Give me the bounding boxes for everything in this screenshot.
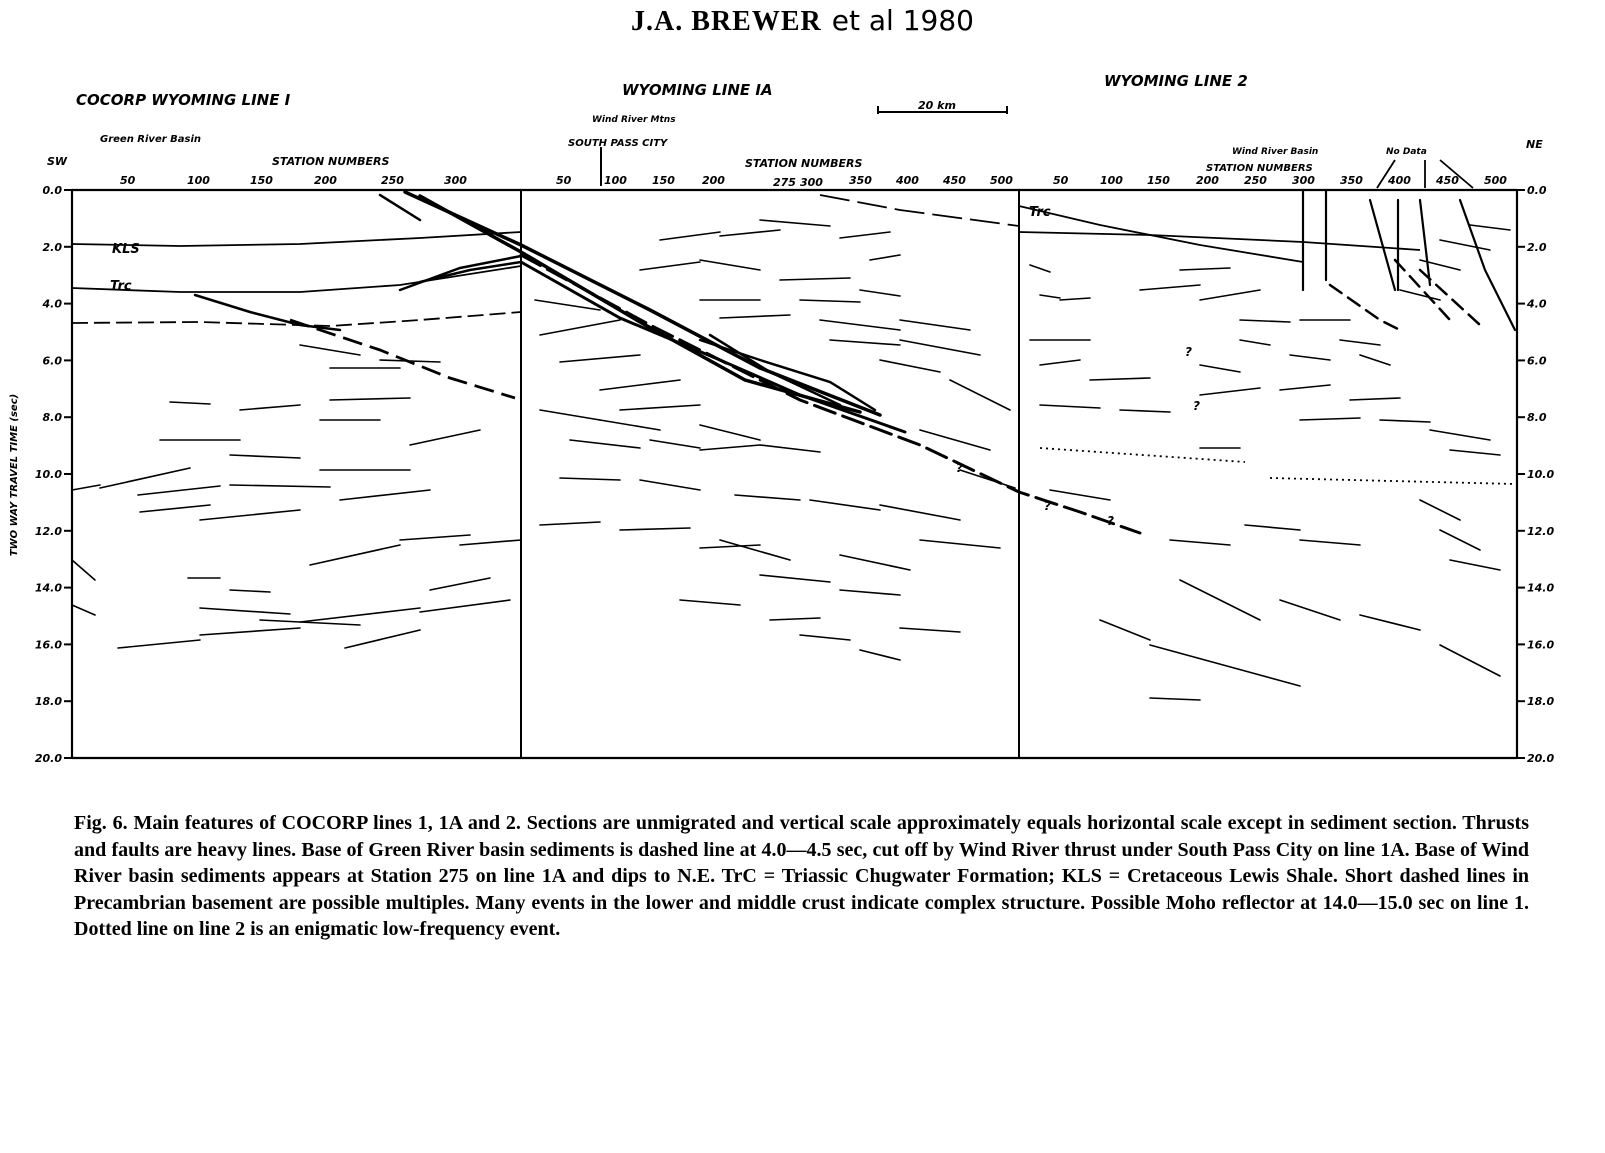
reflector-segment: [340, 490, 430, 500]
query-mark: ?: [1185, 345, 1192, 359]
direction-sw: SW: [47, 155, 68, 168]
reflector-segment: [900, 320, 970, 330]
station-tick: 50: [1053, 174, 1069, 187]
reflector-segment: [1440, 645, 1500, 676]
station-tick: 200: [1196, 174, 1219, 187]
reflector-segment: [1380, 420, 1430, 422]
reflector-segment: [1340, 340, 1380, 345]
reflector-segment: [460, 540, 521, 545]
reflector-segment: [400, 535, 470, 540]
station-tick: 350: [849, 174, 872, 187]
query-marks: [956, 345, 1200, 528]
time-tick-label: 6.0: [42, 354, 62, 368]
time-tick-label: 10.0: [1527, 468, 1555, 481]
time-tick-label: 16.0: [1527, 638, 1555, 652]
reflector-segment: [1180, 268, 1230, 270]
reflector-segment: [1450, 450, 1500, 455]
reflector-segment: [380, 360, 440, 362]
no-data-label: No Data: [1386, 147, 1427, 157]
station-tick: 275: [773, 176, 796, 189]
line2-trc-horizon: [1019, 206, 1303, 262]
time-tick-label: 20.0: [1527, 752, 1555, 765]
reflector-segment: [920, 540, 1000, 548]
reflector-segment: [920, 430, 990, 450]
query-mark: ?: [1193, 399, 1200, 413]
line1a-subtitle: Wind River Mtns: [592, 115, 676, 125]
time-tick-label: 4.0: [1527, 297, 1547, 311]
reflector-segment: [760, 575, 830, 582]
reflector-segment: [430, 578, 490, 590]
reflector-segment: [1360, 615, 1420, 630]
reflector-segment: [1030, 265, 1050, 272]
south-pass-city-label: SOUTH PASS CITY: [568, 138, 668, 149]
reflector-segment: [720, 315, 790, 318]
time-tick-label: 18.0: [34, 695, 62, 709]
reflector-segment: [560, 355, 640, 362]
station-tick: 200: [314, 174, 337, 187]
line1-station-label: STATION NUMBERS: [272, 155, 390, 168]
reflector-segment: [900, 628, 960, 632]
line1-title: COCORP WYOMING LINE I: [76, 91, 291, 109]
trc-formation-label-line2: Trc: [1029, 205, 1051, 220]
y-axis-label: TWO WAY TRAVEL TIME (sec): [9, 393, 20, 557]
station-tick: 300: [1292, 174, 1315, 187]
line1a-title: WYOMING LINE IA: [622, 81, 773, 99]
line2-station-label: STATION NUMBERS: [1206, 163, 1313, 174]
reflector-segment: [100, 468, 190, 488]
reflector-segment: [1090, 378, 1150, 380]
reflector-segment: [230, 590, 270, 592]
time-tick-label: 12.0: [34, 524, 62, 538]
reflector-segment: [1200, 388, 1260, 395]
reflector-segment: [540, 320, 620, 335]
reflector-segment: [1300, 540, 1360, 545]
reflector-segment: [1150, 645, 1300, 686]
reflector-segment: [410, 430, 480, 445]
station-tick: 300: [800, 176, 823, 189]
reflector-segment: [735, 495, 800, 500]
query-mark: ?: [1107, 514, 1114, 528]
station-tick: 450: [943, 174, 966, 187]
station-tick: 150: [652, 174, 675, 187]
reflector-segment: [830, 340, 900, 345]
reflector-segment: [760, 445, 820, 452]
reflector-segment: [1420, 260, 1460, 270]
reflector-segment: [860, 650, 900, 660]
reflector-segment: [1200, 290, 1260, 300]
reflector-segment: [760, 220, 830, 226]
reflector-segment: [1040, 360, 1080, 365]
reflector-segment: [330, 398, 410, 400]
reflector-segment: [72, 605, 95, 615]
scale-bar: [878, 99, 1007, 114]
reflector-segment: [860, 290, 900, 296]
reflector-segment: [300, 608, 420, 622]
reflector-segment: [1050, 490, 1110, 500]
reflector-segment: [620, 405, 700, 410]
station-tick: 250: [1244, 174, 1267, 187]
reflector-segment: [230, 485, 330, 487]
time-tick-label: 8.0: [42, 411, 62, 425]
time-tick-label: 0.0: [42, 184, 62, 197]
time-tick-label: 12.0: [1527, 524, 1555, 538]
station-number-ticks: [120, 174, 1507, 189]
station-tick: 500: [990, 174, 1013, 187]
reflector-segment: [1040, 295, 1060, 298]
time-tick-label: 18.0: [1527, 695, 1555, 709]
time-tick-label: 14.0: [34, 581, 62, 595]
reflector-segment: [1200, 365, 1240, 372]
reflector-segment: [170, 402, 210, 404]
reflector-segment: [1280, 600, 1340, 620]
reflector-segment: [345, 630, 420, 648]
reflector-segment: [420, 600, 510, 612]
reflector-segment: [770, 618, 820, 620]
reflector-segment: [1430, 430, 1490, 440]
station-tick: 400: [1388, 174, 1411, 187]
figure-caption: Fig. 6. Main features of COCORP lines 1, 1A and 2. Sections are unmigrated and vertical scale approximately equals horizontal scale except in sediment section. Thrusts and faults are heavy lines. Base of Green River basin sediments is dashed line at 4.0—4.5 sec, cut off by Wind River thrust under South Pass City on line 1A. Base of Wind River basin sediments appears at Station 275 on line 1A and dips to N.E. TrC = Triassic Chugwater Formation; KLS = Cretaceous Lewis Shale. Short dashed lines in Precambrian basement are possible multiples. Many events in the lower and middle crust indicate complex structure. Possible Moho reflector at 14.0—15.0 sec on line 1. Dotted line on line 2 is an enigmatic low-frequency event.: [74, 812, 1529, 940]
author-name: J.A. BREWER: [631, 6, 822, 37]
reflector-segment: [800, 635, 850, 640]
reflector-segment: [200, 608, 290, 614]
reflector-segment: [570, 440, 640, 448]
station-tick: 150: [1147, 174, 1170, 187]
time-tick-label: 4.0: [42, 297, 62, 311]
station-tick: 100: [604, 174, 627, 187]
time-tick-label: 0.0: [1527, 184, 1547, 197]
reflector-segment: [138, 486, 220, 495]
reflector-segment: [118, 640, 200, 648]
reflector-segment: [950, 380, 1010, 410]
section-frame: [72, 190, 1517, 758]
reflector-segment: [140, 505, 210, 512]
trc-formation-label: Trc: [110, 279, 132, 294]
reflector-segment: [840, 590, 900, 595]
reflector-segment: [1470, 225, 1510, 230]
reflector-segment: [820, 320, 900, 330]
reflector-segment: [720, 230, 780, 236]
thrust-faults: [195, 190, 1515, 533]
reflector-segment: [1360, 355, 1390, 365]
time-tick-label: 20.0: [34, 752, 62, 765]
green-river-dashed-deep: [290, 320, 515, 398]
reflector-segment: [1150, 698, 1200, 700]
time-tick-label: 16.0: [34, 638, 62, 652]
time-tick-label: 2.0: [42, 240, 62, 254]
line2-dashed-fault: [1330, 260, 1480, 330]
reflector-segment: [1350, 398, 1400, 400]
reflector-segment: [840, 232, 890, 238]
station-tick: 350: [1340, 174, 1363, 187]
reflector-segment: [880, 505, 960, 520]
reflector-segment: [1060, 298, 1090, 300]
reflector-segment: [1450, 560, 1500, 570]
reflector-segment: [800, 300, 860, 302]
reflector-segment: [230, 455, 300, 458]
kls-formation-label: KLS: [112, 242, 140, 257]
reflector-segment: [72, 560, 95, 580]
reflector-segment: [1170, 540, 1230, 545]
query-mark: ?: [956, 461, 963, 475]
reflector-segment: [900, 340, 980, 355]
reflector-segment: [810, 500, 880, 510]
reflector-segment: [870, 255, 900, 260]
station-tick: 200: [702, 174, 725, 187]
reflector-segment: [1240, 320, 1290, 322]
line1-subtitle: Green River Basin: [100, 134, 202, 145]
reflector-segment: [650, 440, 700, 448]
time-tick-label: 2.0: [1527, 240, 1547, 254]
station-tick: 100: [187, 174, 210, 187]
reflector-segment: [640, 480, 700, 490]
time-tick-label: 10.0: [34, 468, 62, 481]
reflector-segment: [1300, 418, 1360, 420]
reflector-segment: [1440, 530, 1480, 550]
reflector-segment: [200, 510, 300, 520]
scale-bar-label: 20 km: [918, 99, 956, 112]
left-time-axis: [35, 184, 72, 765]
reflector-segment: [560, 478, 620, 480]
line1a-top-reflector: [820, 195, 1019, 226]
reflector-segment: [600, 380, 680, 390]
reflector-segment: [540, 410, 600, 420]
line2-title: WYOMING LINE 2: [1104, 72, 1248, 90]
reflector-segment: [1280, 385, 1330, 390]
reflector-segment: [1400, 290, 1440, 300]
station-tick: 250: [381, 174, 404, 187]
reflector-segment: [700, 445, 760, 450]
station-tick: 50: [556, 174, 572, 187]
reflector-segment: [720, 540, 790, 560]
reflector-segment: [600, 420, 660, 430]
reflector-segment: [880, 360, 940, 372]
reflector-segment: [1290, 355, 1330, 360]
reflector-segment: [310, 545, 400, 565]
station-tick: 450: [1436, 174, 1459, 187]
reflector-segment: [540, 522, 600, 525]
line1a-station-label: STATION NUMBERS: [745, 157, 863, 170]
time-tick-label: 8.0: [1527, 411, 1547, 425]
reflector-segment: [1100, 620, 1150, 640]
reflector-segment: [1040, 405, 1100, 408]
reflector-segment: [640, 262, 700, 270]
reflector-segment: [200, 628, 300, 635]
station-tick: 500: [1484, 174, 1507, 187]
line2-upper-horizon: [1019, 232, 1420, 250]
reflector-segment: [700, 425, 760, 440]
reflector-segment: [240, 405, 300, 410]
line2-faults: [1303, 190, 1515, 330]
time-tick-label: 14.0: [1527, 581, 1555, 595]
reflector-segment: [1120, 410, 1170, 412]
reflector-segment: [960, 470, 1015, 488]
horizons: [72, 195, 1515, 484]
station-tick: 150: [250, 174, 273, 187]
station-tick: 300: [444, 174, 467, 187]
query-mark: ?: [1044, 499, 1051, 513]
reflector-segment: [1245, 525, 1300, 530]
direction-ne: NE: [1526, 138, 1543, 151]
reflector-segment: [1240, 340, 1270, 345]
right-time-axis: [1517, 184, 1554, 765]
line2-subtitle: Wind River Basin: [1232, 147, 1319, 157]
reflector-segment: [660, 232, 720, 240]
reflector-segment: [300, 345, 360, 355]
station-tick: 50: [120, 174, 136, 187]
reflector-segment: [1440, 240, 1490, 250]
time-tick-label: 6.0: [1527, 354, 1547, 368]
reflector-segment: [840, 555, 910, 570]
reflector-segment: [680, 600, 740, 605]
line2-dotted-event: [1040, 448, 1515, 484]
publication-year: et al 1980: [831, 4, 974, 37]
reflector-segment: [620, 528, 690, 530]
reflector-segment: [1420, 500, 1460, 520]
reflector-segment: [780, 278, 850, 280]
reflector-segment: [1140, 285, 1200, 290]
reflector-segment: [700, 260, 760, 270]
station-tick: 400: [896, 174, 919, 187]
reflector-segment: [72, 485, 100, 490]
line1-thrust-a: [380, 195, 420, 220]
reflector-segment: [1180, 580, 1260, 620]
station-tick: 100: [1100, 174, 1123, 187]
reflector-segment: [700, 545, 760, 548]
